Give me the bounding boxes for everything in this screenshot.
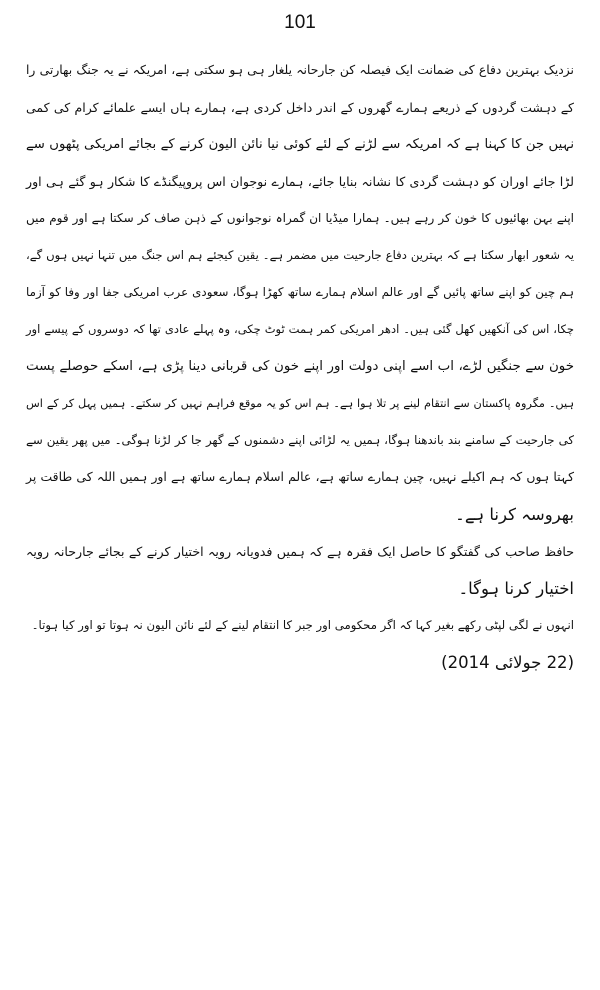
text-line: ہیں۔ مگروہ پاکستان سے انتقام لینے پر تلا ہوا ہے۔ ہم اس کو یہ موقع فراہم نہیں کر سکتے۔ ہمیں پہل کر کے اس (26, 397, 574, 410)
text-line: ہم چین کو اپنے ساتھ پائیں گے اور عالم اسلام ہمارے ساتھ کھڑا ہوگا، سعودی عرب امریکی جفا اور وفا کو آزما (26, 285, 574, 299)
page-number: 101 (284, 12, 316, 33)
text-line: کے دہشت گردوں کے ذریعے ہمارے گھروں کے اندر داخل کردی ہے، ہمارے ہاں ایسے علمائے کرام کی کمی (26, 100, 574, 115)
paragraph-3 (26, 607, 574, 644)
text-line: انہوں نے لگی لپٹی رکھے بغیر کہا کہ اگر محکومی اور جبر کا انتقام لینے کے لئے نائن الیون نہ ہوتا تو اور کیا ہوتا۔ (31, 618, 574, 632)
text-line: اپنے بہن بھائیوں کا خون کر رہے ہیں۔ ہمارا میڈیا ان گمراہ نوجوانوں کے ذہن صاف کر سکتا ہے اور قوم میں (26, 211, 574, 225)
text-line: لڑا جائے اوران کو دہشت گردی کا نشانہ بنایا جائے، ہمارے نوجوان اس پروپیگنڈے کا شکار ہو گئے ہی اور (26, 174, 574, 189)
paragraph-2 (26, 533, 574, 607)
text-line: اختیار کرنا ہوگا۔ (458, 579, 574, 598)
text-line: نزدیک بہترین دفاع کی ضمانت ایک فیصلہ کن جارحانہ یلغار ہی ہو سکتی ہے، امریکہ نے یہ جنگ بھارتی را (26, 63, 574, 77)
text-line: بھروسہ کرنا ہے۔ (455, 505, 574, 524)
article-body (26, 52, 574, 681)
text-line: خون سے جنگیں لڑے، اب اسے اپنی دولت اور اپنے خون کی قربانی دینا پڑی ہے، اسکے حوصلے پست (26, 359, 574, 374)
date-line: (22 جولائی 2014) (441, 653, 574, 672)
text-line: حافظ صاحب کی گفتگو کا حاصل ایک فقرہ ہے کہ ہمیں فدویانہ رویہ اختیار کرنے کے بجائے جارحانہ رویہ (26, 544, 574, 559)
text-line: کی جارحیت کے سامنے بند باندھنا ہوگا، ہمیں یہ لڑائی اپنے دشمنوں کے گھر جا کر لڑنا ہوگی۔ میں پھر یقین سے (26, 433, 574, 447)
paragraph-1 (26, 52, 574, 533)
text-line: کہتا ہوں کہ ہم اکیلے نہیں، چین ہمارے ساتھ ہے، عالم اسلام ہمارے ساتھ ہے اور ہمیں اللہ کی طاقت پر (26, 470, 574, 484)
text-line: نہیں جن کا کہنا ہے کہ امریکہ سے لڑنے کے لئے کوئی نیا نائن الیون کرنے کے بجائے امریکی پٹھوں سے (26, 137, 574, 152)
text-line: چکا، اس کی آنکھیں کھل گئی ہیں۔ ادھر امریکی کمر ہمت ٹوٹ چکی، وہ پہلے عادی تھا کہ دوسروں کے پیسے اور (26, 322, 574, 336)
text-line: یہ شعور ابھار سکتا ہے کہ بہترین دفاع جارحیت میں مضمر ہے۔ یقین کیجئے ہم اس جنگ میں تنہا نہیں ہوں گے، (26, 248, 574, 262)
